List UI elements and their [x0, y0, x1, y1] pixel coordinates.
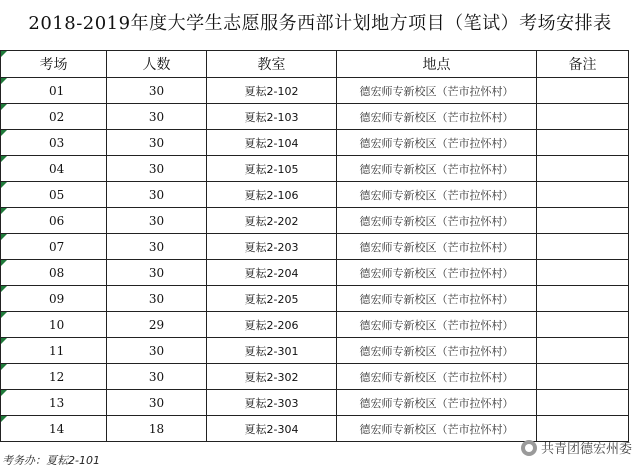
- classroom-cell: 夏耘2-206: [207, 312, 337, 338]
- count-cell: 29: [107, 312, 207, 338]
- classroom-cell: 夏耘2-205: [207, 286, 337, 312]
- count-cell: 18: [107, 416, 207, 442]
- classroom-cell: 夏耘2-103: [207, 104, 337, 130]
- classroom-cell: 夏耘2-302: [207, 364, 337, 390]
- table-row: [1, 286, 629, 312]
- location-cell: 德宏师专新校区（芒市拉怀村）: [337, 208, 537, 234]
- room-cell: 13: [1, 390, 107, 416]
- cell-marker-icon: [1, 208, 7, 214]
- note-cell: [537, 364, 629, 390]
- cell-marker-icon: [1, 260, 7, 266]
- table-header-row: [1, 51, 629, 78]
- table-row: [1, 182, 629, 208]
- cell-marker-icon: [1, 104, 7, 110]
- location-cell: 德宏师专新校区（芒市拉怀村）: [337, 182, 537, 208]
- count-cell: 30: [107, 208, 207, 234]
- room-cell: 08: [1, 260, 107, 286]
- exam-schedule-table: [0, 50, 629, 442]
- table-row: [1, 338, 629, 364]
- room-cell: 05: [1, 182, 107, 208]
- table-row: [1, 156, 629, 182]
- table-row: [1, 312, 629, 338]
- note-cell: [537, 182, 629, 208]
- classroom-cell: 夏耘2-203: [207, 234, 337, 260]
- classroom-cell: 夏耘2-104: [207, 130, 337, 156]
- watermark: [521, 438, 632, 457]
- table-row: [1, 78, 629, 104]
- location-cell: 德宏师专新校区（芒市拉怀村）: [337, 78, 537, 104]
- cell-marker-icon: [1, 390, 7, 396]
- classroom-cell: 夏耘2-105: [207, 156, 337, 182]
- classroom-cell: 夏耘2-106: [207, 182, 337, 208]
- room-cell: 11: [1, 338, 107, 364]
- cell-marker-icon: [1, 286, 7, 292]
- table-row: [1, 364, 629, 390]
- table-row: [1, 234, 629, 260]
- cell-marker-icon: [1, 156, 7, 162]
- note-cell: [537, 130, 629, 156]
- room-cell: 04: [1, 156, 107, 182]
- room-cell: 02: [1, 104, 107, 130]
- location-cell: 德宏师专新校区（芒市拉怀村）: [337, 364, 537, 390]
- location-cell: 德宏师专新校区（芒市拉怀村）: [337, 234, 537, 260]
- room-cell: 12: [1, 364, 107, 390]
- table-row: [1, 130, 629, 156]
- room-cell: 03: [1, 130, 107, 156]
- cell-marker-icon: [1, 364, 7, 370]
- cell-marker-icon: [1, 130, 7, 136]
- table-row: [1, 208, 629, 234]
- exam-office-note: 考务办：夏耘2-101: [2, 454, 100, 467]
- note-cell: [537, 390, 629, 416]
- note-cell: [537, 312, 629, 338]
- room-cell: 06: [1, 208, 107, 234]
- count-cell: 30: [107, 260, 207, 286]
- note-cell: [537, 78, 629, 104]
- location-cell: 德宏师专新校区（芒市拉怀村）: [337, 104, 537, 130]
- location-cell: 德宏师专新校区（芒市拉怀村）: [337, 416, 537, 442]
- wechat-logo-icon: [521, 440, 537, 456]
- count-cell: 30: [107, 78, 207, 104]
- table-row: [1, 260, 629, 286]
- note-cell: [537, 260, 629, 286]
- watermark-text: 共青团德宏州委: [540, 442, 632, 457]
- count-cell: 30: [107, 156, 207, 182]
- note-cell: [537, 104, 629, 130]
- header-location: 地点: [337, 51, 537, 78]
- count-cell: 30: [107, 130, 207, 156]
- location-cell: 德宏师专新校区（芒市拉怀村）: [337, 312, 537, 338]
- note-cell: [537, 338, 629, 364]
- header-count: 人数: [107, 51, 207, 78]
- location-cell: 德宏师专新校区（芒市拉怀村）: [337, 130, 537, 156]
- note-cell: [537, 286, 629, 312]
- location-cell: 德宏师专新校区（芒市拉怀村）: [337, 338, 537, 364]
- count-cell: 30: [107, 104, 207, 130]
- count-cell: 30: [107, 390, 207, 416]
- room-cell: 10: [1, 312, 107, 338]
- cell-marker-icon: [1, 312, 7, 318]
- classroom-cell: 夏耘2-102: [207, 78, 337, 104]
- classroom-cell: 夏耘2-202: [207, 208, 337, 234]
- room-cell: 07: [1, 234, 107, 260]
- cell-marker-icon: [1, 338, 7, 344]
- cell-marker-icon: [1, 51, 7, 57]
- classroom-cell: 夏耘2-204: [207, 260, 337, 286]
- location-cell: 德宏师专新校区（芒市拉怀村）: [337, 156, 537, 182]
- header-note: 备注: [537, 51, 629, 78]
- page-title: 2018-2019年度大学生志愿服务西部计划地方项目（笔试）考场安排表: [28, 13, 612, 34]
- room-cell: 01: [1, 78, 107, 104]
- table-row: [1, 104, 629, 130]
- location-cell: 德宏师专新校区（芒市拉怀村）: [337, 286, 537, 312]
- room-cell: 09: [1, 286, 107, 312]
- count-cell: 30: [107, 234, 207, 260]
- classroom-cell: 夏耘2-301: [207, 338, 337, 364]
- count-cell: 30: [107, 286, 207, 312]
- note-cell: [537, 234, 629, 260]
- note-cell: [537, 156, 629, 182]
- count-cell: 30: [107, 338, 207, 364]
- cell-marker-icon: [1, 416, 7, 422]
- classroom-cell: 夏耘2-303: [207, 390, 337, 416]
- classroom-cell: 夏耘2-304: [207, 416, 337, 442]
- location-cell: 德宏师专新校区（芒市拉怀村）: [337, 390, 537, 416]
- cell-marker-icon: [1, 78, 7, 84]
- note-cell: [537, 208, 629, 234]
- location-cell: 德宏师专新校区（芒市拉怀村）: [337, 260, 537, 286]
- header-room: 考场: [1, 51, 107, 78]
- count-cell: 30: [107, 364, 207, 390]
- table-row: [1, 390, 629, 416]
- header-classroom: 教室: [207, 51, 337, 78]
- cell-marker-icon: [1, 234, 7, 240]
- cell-marker-icon: [1, 182, 7, 188]
- room-cell: 14: [1, 416, 107, 442]
- count-cell: 30: [107, 182, 207, 208]
